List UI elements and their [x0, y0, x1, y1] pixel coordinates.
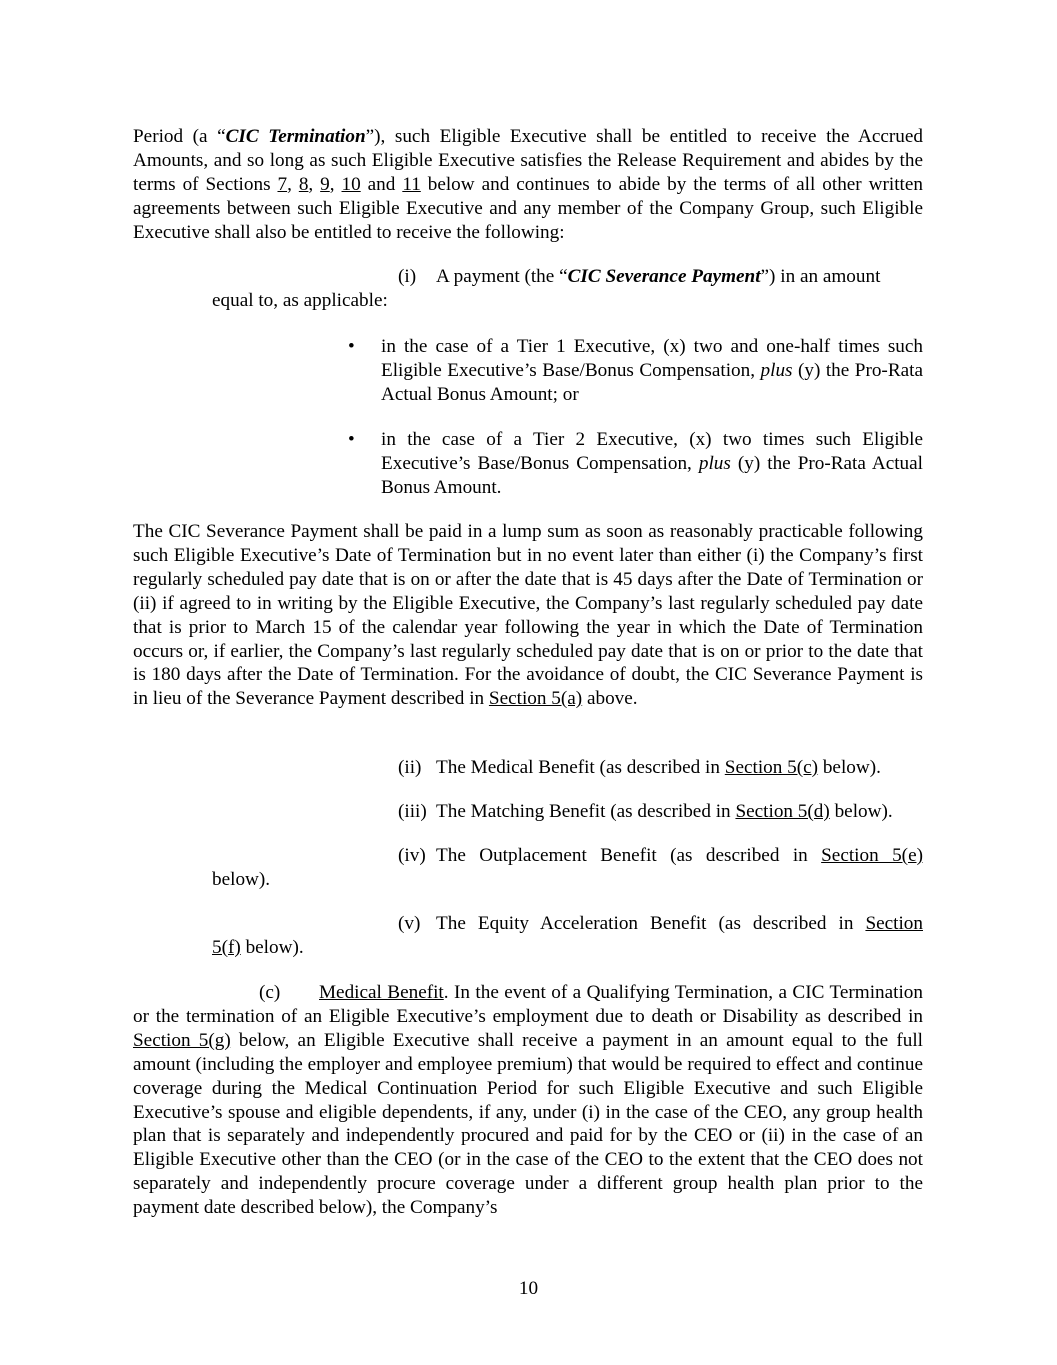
section-ref-5f-cont[interactable]: 5(f): [212, 937, 241, 958]
item-number: (iv): [398, 845, 426, 866]
section-heading-medical-benefit: Medical Benefit: [319, 982, 444, 1003]
item-number: (iii): [398, 801, 427, 822]
section-ref-5d[interactable]: Section 5(d): [735, 801, 830, 822]
paragraph-payment-timing: The CIC Severance Payment shall be paid in a lump sum as soon as reasonably practicable following such Eligible Executive’s Date of Termination but in no event later than either (i) the Company’s first regularly scheduled pay date that is on or after the date that is 45 days after the Date of Termination or (ii) if agreed to in writing by the Eligible Executive, the Company’s last regularly scheduled pay date that is prior to March 15 of the calendar year following the year in which the Date of Termination occurs or, if earlier, the Company’s last regularly scheduled pay date that is on or prior to the date that is 180 days after the Date of Termination. For the avoidance of doubt, the CIC Severance Payment is in lieu of the Severance Payment described in Section 5(a) above.: [133, 521, 923, 710]
item-text: A payment (the “CIC Severance Payment”) in an amount: [436, 266, 881, 287]
item-text: The Matching Benefit (as described in Section 5(d) below).: [436, 801, 893, 822]
item-text: The Medical Benefit (as described in Section 5(c) below).: [436, 757, 881, 778]
bullet-icon: •: [348, 336, 355, 357]
section-ref-8[interactable]: 8: [298, 173, 309, 195]
section-ref-10[interactable]: 10: [341, 173, 361, 195]
section-ref-5f[interactable]: Section: [865, 913, 923, 934]
item-continuation: 5(f) below).: [212, 937, 304, 958]
section-ref-5e[interactable]: Section 5(e): [821, 845, 923, 866]
section-ref-9[interactable]: 9: [320, 173, 330, 195]
item-continuation: equal to, as applicable:: [212, 290, 388, 311]
section-number-c: (c): [259, 982, 281, 1003]
bullet-text: in the case of a Tier 2 Executive, (x) two times such Eligible Executive’s Base/Bonus Compensation, plus (y) the Pro-Rata Actual Bonus Amount.: [381, 429, 923, 498]
section-ref-7[interactable]: 7: [277, 173, 288, 195]
page-number: 10: [518, 1278, 539, 1299]
item-number: (ii): [398, 757, 422, 778]
defined-term-cic-termination: CIC Termination: [225, 126, 366, 147]
section-ref-5a[interactable]: Section 5(a): [488, 688, 583, 710]
item-continuation: below).: [212, 869, 271, 890]
section-ref-5g[interactable]: Section 5(g): [133, 1029, 231, 1051]
item-number: (v): [398, 913, 421, 934]
bullet-text: in the case of a Tier 1 Executive, (x) two and one-half times such Eligible Executive’s Base/Bonus Compensation, plus (y) the Pro-Rata Actual Bonus Amount; or: [381, 336, 923, 405]
paragraph-medical-benefit: Medical Benefit. In the event of a Qualifying Termination, a CIC Termination or the termination of an Eligible Executive’s employment due to death or Disability as described in Section 5(g) below, an Eligible Executive shall receive a payment in an amount equal to the full amount (including the employer and employee premium) that would be required to effect and continue coverage during the Medical Continuation Period for such Eligible Executive and such Eligible Executive’s spouse and eligible dependents, if any, under (i) in the case of the CEO, any group health plan that is separately and independently procured and paid for by the CEO or (ii) in the case of an Eligible Executive other than the CEO (or in the case of the CEO to the extent that the CEO does not separately and independently procure coverage under a different group health plan prior to the payment date described below), the Company’s: [133, 982, 923, 1219]
item-number: (i): [398, 266, 417, 287]
defined-term-cic-severance-payment: CIC Severance Payment: [567, 266, 761, 287]
section-ref-11[interactable]: 11: [402, 173, 421, 195]
bullet-icon: •: [348, 429, 355, 450]
paragraph-cic-termination: Period (a “CIC Termination”), such Eligible Executive shall be entitled to receive the Accrued Amounts, and so long as such Eligible Executive satisfies the Release Requirement and abides by the terms of Sections 7, 8, 9, 10 and 11 below and continues to abide by the terms of all other written agreements between such Eligible Executive and any member of the Company Group, such Eligible Executive shall also be entitled to receive the following:: [133, 126, 923, 243]
item-text: The Outplacement Benefit (as described in Section 5(e): [436, 845, 923, 866]
item-text: The Equity Acceleration Benefit (as described in Section: [436, 913, 923, 934]
section-ref-5c[interactable]: Section 5(c): [724, 757, 819, 778]
